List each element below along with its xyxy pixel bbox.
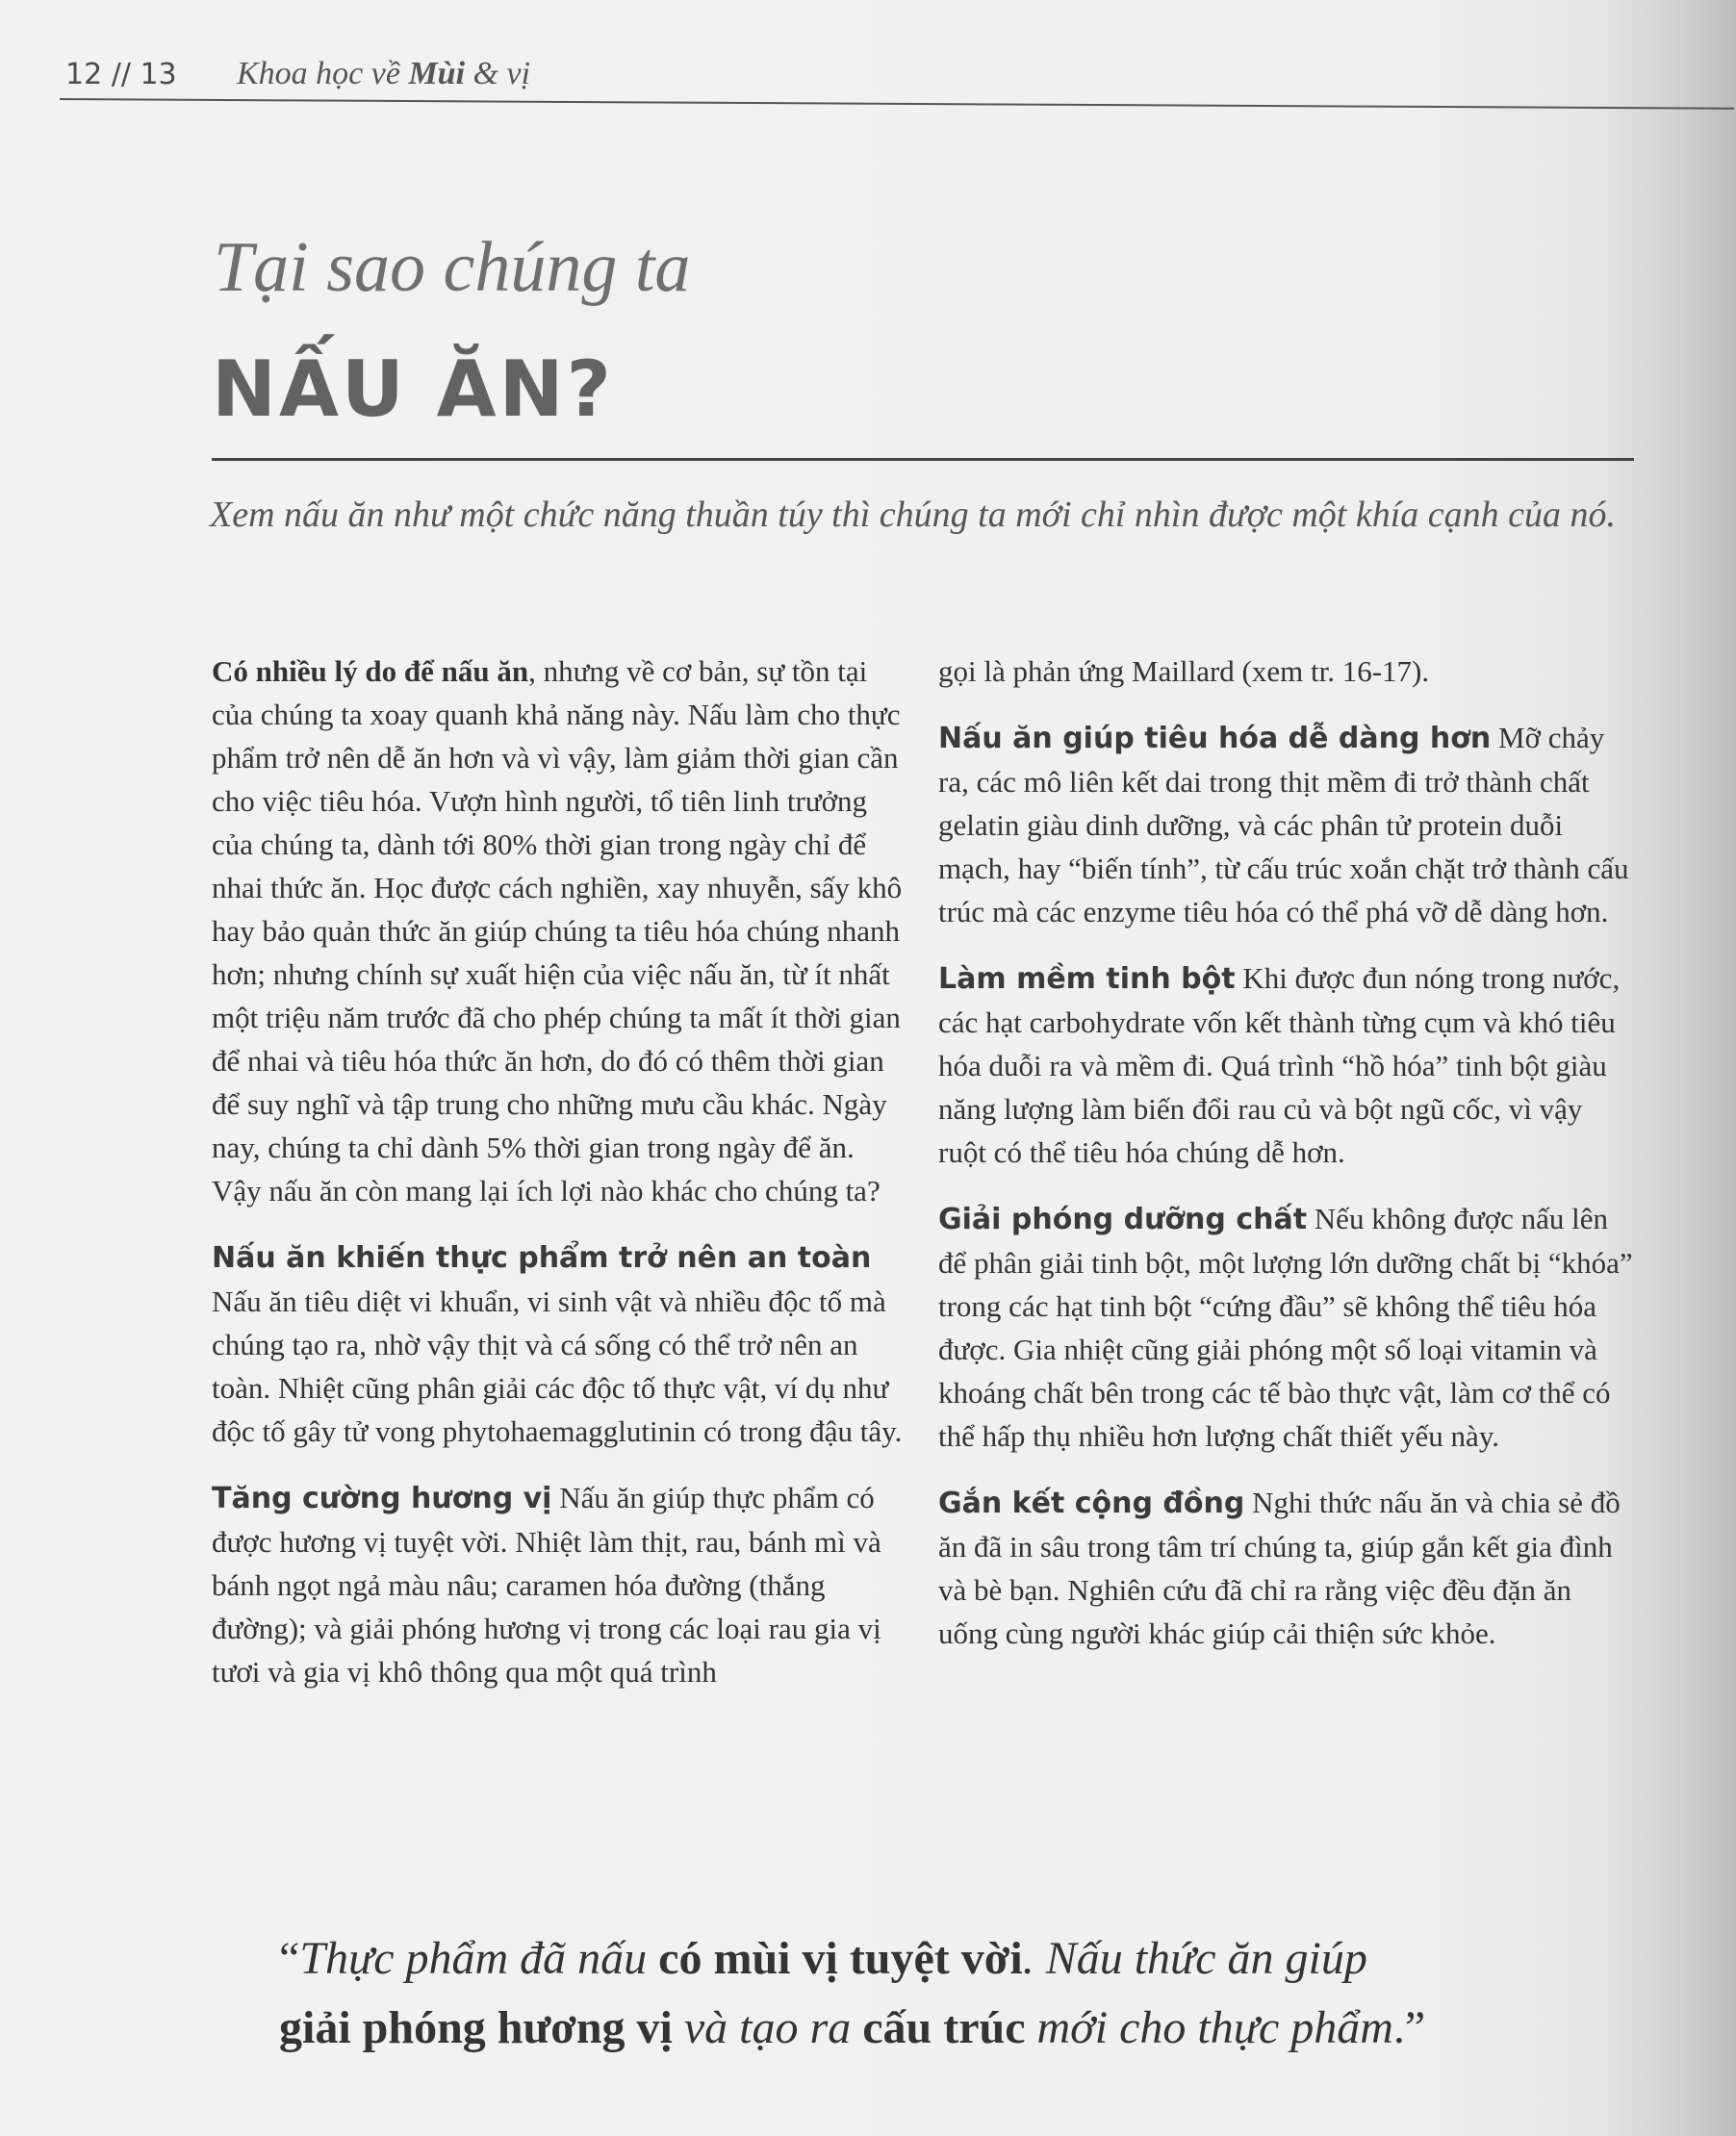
section-paragraph <box>938 1197 1636 1458</box>
intro-bold-lead: Có nhiều lý do để nấu ăn <box>212 654 529 688</box>
title-line-1: Tại sao chúng ta <box>214 228 691 307</box>
section-heading: Giải phóng dưỡng chất <box>938 1203 1308 1236</box>
quote-part-7: mới cho thực phẩm <box>1025 2002 1393 2053</box>
quote-close-mark: .” <box>1392 2002 1426 2053</box>
intro-paragraph <box>212 649 906 1212</box>
section-paragraph <box>212 1235 906 1453</box>
section-paragraph <box>938 716 1636 933</box>
section-text: Nếu không được nấu lên để phân giải tinh bột, một lượng lớn dưỡng chất bị “khóa” trong các hạt tinh bột “cứng đầu” sẽ không thể tiêu hóa được. Gia nhiệt cũng giải phóng một số loại vitamin và khoáng chất bên trong các tế bào thực vật, làm cơ thể có thể hấp thụ nhiều hơn lượng chất thiết yếu này. <box>938 1202 1633 1453</box>
section-paragraph <box>938 1481 1636 1655</box>
quote-part-6: cấu trúc <box>862 2002 1026 2053</box>
quote-part-3: . Nấu thức ăn giúp <box>1022 1933 1367 1984</box>
header-rule <box>60 98 1734 110</box>
quote-part-2: có mùi vị tuyệt vời <box>647 1933 1023 1984</box>
continuation-paragraph: gọi là phản ứng Maillard (xem tr. 16-17). <box>938 654 1430 688</box>
section-heading: Nấu ăn khiến thực phẩm trở nên an toàn <box>212 1241 872 1275</box>
section-text: Nấu ăn giúp thực phẩm có được hương vị tuyệt vời. Nhiệt làm thịt, rau, bánh mì và bánh ngọt ngả màu nâu; caramen hóa đường (thắng đường); và giải phóng hương vị trong các loại rau gia vị tươi và gia vị khô thông qua một quá trình <box>212 1481 881 1689</box>
book-title-prefix: Khoa học về <box>237 56 409 91</box>
section-paragraph <box>212 1476 906 1693</box>
section-text: Nấu ăn tiêu diệt vi khuẩn, vi sinh vật và nhiều độc tố mà chúng tạo ra, nhờ vậy thịt và cá sống có thể trở nên an toàn. Nhiệt cũng phân giải các độc tố thực vật, ví dụ như độc tố gây tử vong phytohaemagglutinin có trong đậu tây. <box>212 1284 903 1448</box>
quote-part-4: giải phóng hương vị <box>279 2002 673 2053</box>
book-title-suffix: & vị <box>465 56 531 91</box>
section-text: Mỡ chảy ra, các mô liên kết dai trong thịt mềm đi trở thành chất gelatin giàu dinh dưỡng, và các phân tử protein duỗi mạch, hay “biến tính”, từ cấu trúc xoắn chặt trở thành cấu trúc mà các enzyme tiêu hóa có thể phá vỡ dễ dàng hơn. <box>938 721 1629 928</box>
section-paragraph <box>938 956 1636 1174</box>
section-text: Nghi thức nấu ăn và chia sẻ đồ ăn đã in sâu trong tâm trí chúng ta, giúp gắn kết gia đình và bè bạn. Nghiên cứu đã chỉ ra rằng việc đều đặn ăn uống cùng người khác giúp cải thiện sức khỏe. <box>938 1486 1621 1650</box>
title-rule <box>212 458 1634 461</box>
section-heading: Tăng cường hương vị <box>212 1482 552 1515</box>
section-text: Khi được đun nóng trong nước, các hạt carbohydrate vốn kết thành từng cụm và khó tiêu hóa duỗi ra và mềm đi. Quá trình “hồ hóa” tinh bột giàu năng lượng làm biến đổi rau củ và bột ngũ cốc, vì vậy ruột có thể tiêu hóa chúng dễ hơn. <box>938 961 1621 1169</box>
right-column <box>938 649 1636 1678</box>
page-numbers: 12 // 13 <box>65 58 177 91</box>
section-heading: Làm mềm tinh bột <box>938 962 1236 996</box>
section-heading: Nấu ăn giúp tiêu hóa dễ dàng hơn <box>938 722 1492 755</box>
book-title-strong: Mùi <box>408 56 466 91</box>
pull-quote <box>279 1924 1626 2063</box>
section-heading: Gắn kết cộng đồng <box>938 1487 1245 1520</box>
quote-open-mark: “ <box>279 1933 300 1984</box>
lede: Xem nấu ăn như một chức năng thuần túy thì chúng ta mới chỉ nhìn được một khía cạnh của nó. <box>210 495 1617 535</box>
quote-part-1: Thực phẩm đã nấu <box>299 1933 648 1984</box>
intro-text: , nhưng về cơ bản, sự tồn tại của chúng ta xoay quanh khả năng này. Nấu làm cho thực phẩm trở nên dễ ăn hơn và vì vậy, làm giảm thời gian cần cho việc tiêu hóa. Vượn hình người, tổ tiên linh trưởng của chúng ta, dành tới 80% thời gian trong ngày chỉ để nhai thức ăn. Học được cách nghiền, xay nhuyễn, sấy khô hay bảo quản thức ăn giúp chúng ta tiêu hóa chúng nhanh hơn; nhưng chính sự xuất hiện của việc nấu ăn, từ ít nhất một triệu năm trước đã cho phép chúng ta mất ít thời gian để nhai và tiêu hóa thức ăn hơn, do đó có thêm thời gian để suy nghĩ và tập trung cho những mưu cầu khác. Ngày nay, chúng ta chỉ dành 5% thời gian trong ngày để ăn. Vậy nấu ăn còn mang lại ích lợi nào khác cho chúng ta? <box>212 654 903 1208</box>
title-line-2: NẤU ĂN? <box>212 344 614 434</box>
left-column <box>212 649 906 1716</box>
book-title <box>237 56 530 92</box>
quote-part-5: và tạo ra <box>672 2002 863 2053</box>
